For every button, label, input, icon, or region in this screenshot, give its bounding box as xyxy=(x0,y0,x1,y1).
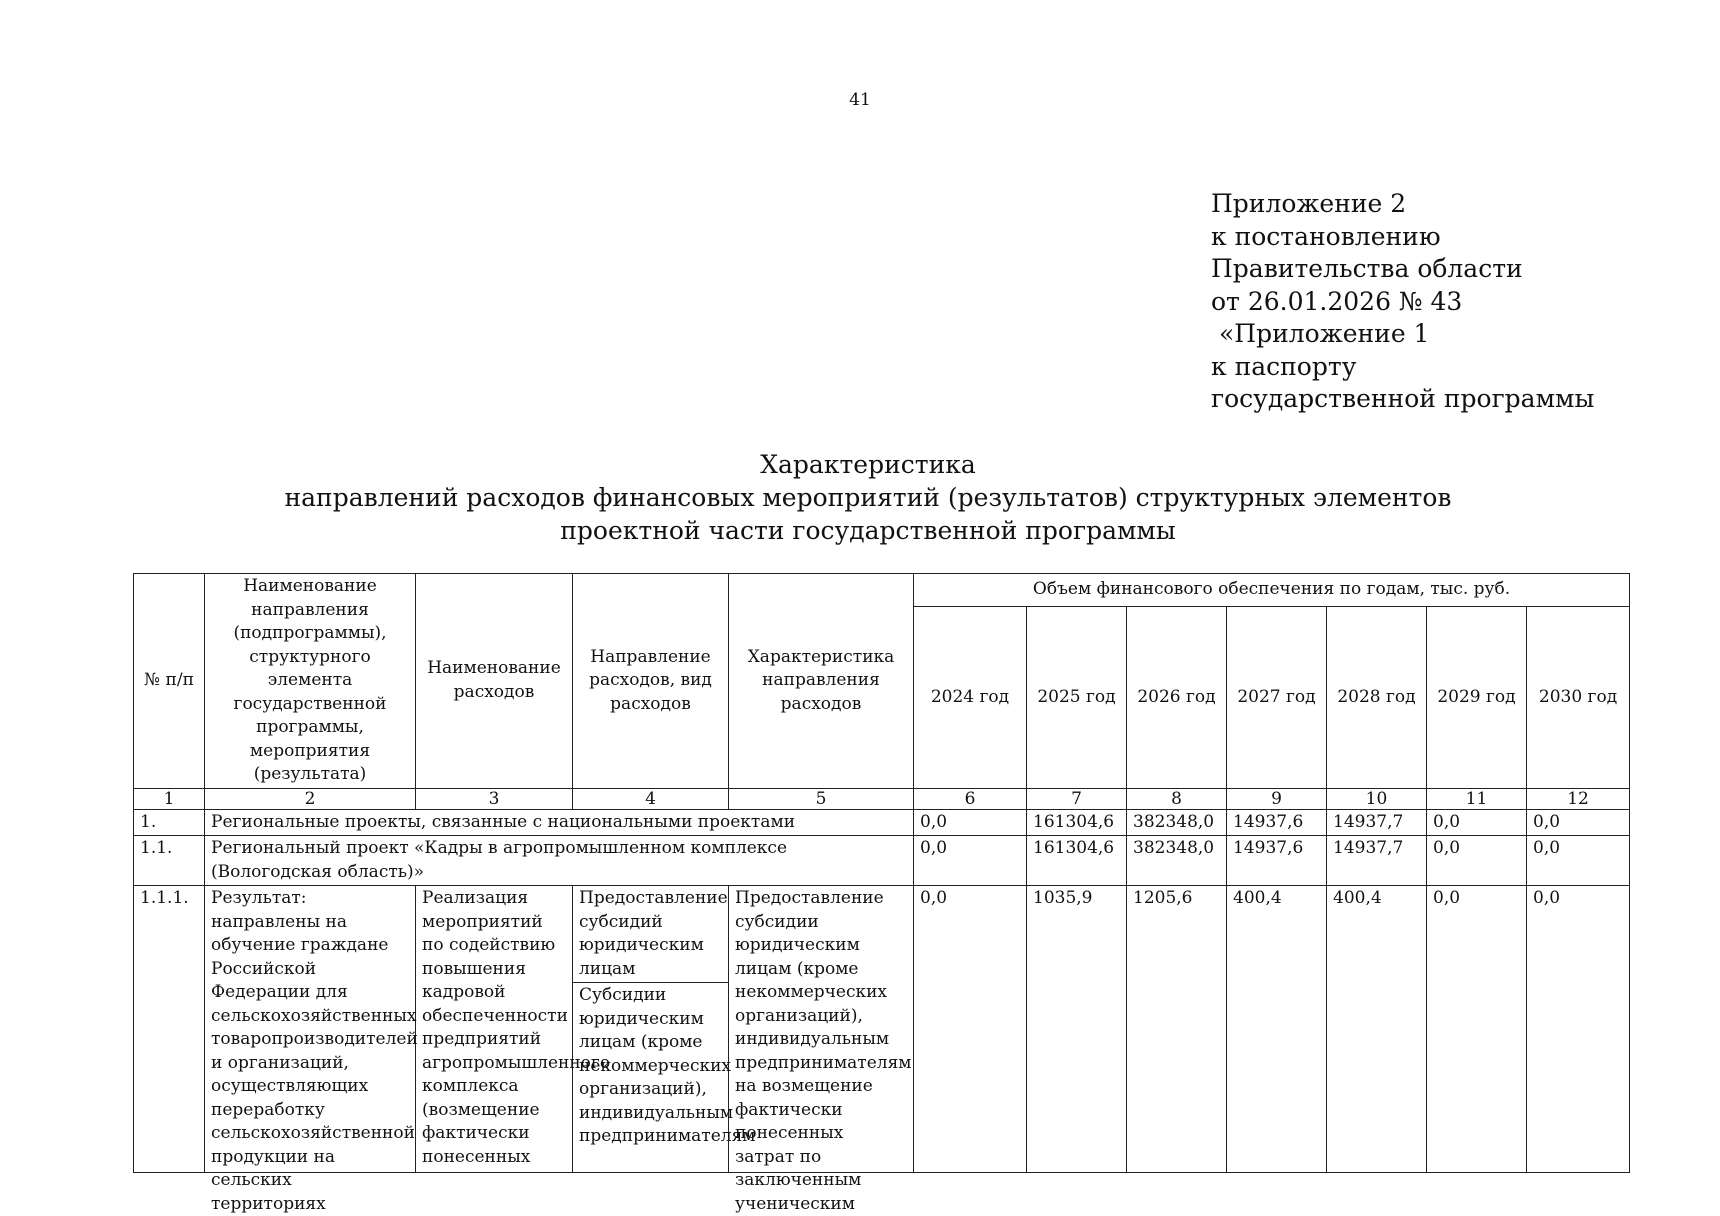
title-line: проектной части государственной программы xyxy=(560,516,1176,545)
row-value: 0,0 xyxy=(914,836,1027,886)
column-number: 4 xyxy=(573,788,729,809)
header-year: 2025 год xyxy=(1027,607,1127,788)
document-title xyxy=(200,448,1536,547)
column-number: 7 xyxy=(1027,788,1127,809)
row-value: 14937,6 xyxy=(1227,836,1327,886)
expense-direction-part: Предоставление субсидий юридическим лицам xyxy=(579,888,728,979)
row-value: 0,0 xyxy=(1527,836,1630,886)
row-num: 1.1.1. xyxy=(134,886,205,1173)
row-value: 400,4 xyxy=(1227,886,1327,1173)
column-number: 9 xyxy=(1227,788,1327,809)
table-row xyxy=(134,809,1630,836)
row-value: 0,0 xyxy=(1427,836,1527,886)
header-year: 2026 год xyxy=(1127,607,1227,788)
row-value: 0,0 xyxy=(1527,886,1630,1173)
financing-table xyxy=(133,573,1630,1214)
appendix-line: к паспорту xyxy=(1211,351,1357,381)
row-num: 1. xyxy=(134,809,205,836)
appendix-line: от 26.01.2026 № 43 xyxy=(1211,286,1463,316)
table-row xyxy=(134,886,1630,1173)
row-value: 0,0 xyxy=(914,886,1027,1173)
row-value: 400,4 xyxy=(1327,886,1427,1173)
row-value: 1205,6 xyxy=(1127,886,1227,1173)
row-name: Региональный проект «Кадры в агропромышленном комплексе (Вологодская область)» xyxy=(205,836,914,886)
page-number: 41 xyxy=(849,90,871,110)
header-year: 2027 год xyxy=(1227,607,1327,788)
table-row xyxy=(134,836,1630,886)
column-number: 3 xyxy=(416,788,573,809)
column-number: 5 xyxy=(729,788,914,809)
header-expense-name: Наименование расходов xyxy=(416,574,573,789)
row-value: 0,0 xyxy=(914,809,1027,836)
header-characteristic: Характеристика направления расходов xyxy=(729,574,914,789)
column-number: 11 xyxy=(1427,788,1527,809)
row-value: 0,0 xyxy=(1427,809,1527,836)
header-funding: Объем финансового обеспечения по годам, тыс. руб. xyxy=(914,574,1630,607)
header-direction-name: Наименование направления (подпрограммы), структурного элемента государственной программы, мероприятия (результата) xyxy=(205,574,416,789)
row-num: 1.1. xyxy=(134,836,205,886)
row-characteristic xyxy=(729,886,914,1214)
column-number: 10 xyxy=(1327,788,1427,809)
appendix-line: государственной программы xyxy=(1211,384,1595,413)
column-number: 6 xyxy=(914,788,1027,809)
row-value: 14937,6 xyxy=(1227,809,1327,836)
row-value: 1035,9 xyxy=(1027,886,1127,1173)
row-expense-name xyxy=(416,886,611,1173)
row-value: 161304,6 xyxy=(1027,809,1127,836)
expense-direction-part: Субсидии юридическим лицам (кроме некоммерческих организаций), индивидуальным предпринимателям xyxy=(573,982,728,1172)
appendix-line: к постановлению xyxy=(1211,221,1441,251)
row-name: Региональные проекты, связанные с национальными проектами xyxy=(205,809,914,836)
header-row xyxy=(134,574,1630,607)
column-number: 1 xyxy=(134,788,205,809)
appendix-line: Приложение 2 xyxy=(1211,189,1407,218)
row-value: 382348,0 xyxy=(1127,836,1227,886)
appendix-line: Правительства области xyxy=(1211,254,1523,283)
column-number: 12 xyxy=(1527,788,1630,809)
row-value: 14937,7 xyxy=(1327,836,1427,886)
column-number: 8 xyxy=(1127,788,1227,809)
row-value: 0,0 xyxy=(1427,886,1527,1173)
row-value: 382348,0 xyxy=(1127,809,1227,836)
row-characteristic-text: Предоставление субсидии юридическим лицам (кроме некоммерческих организаций), индивидуальным предпринимателям на возмещение фактически понесенных затрат по заключенным ученическим xyxy=(735,888,912,1214)
appendix-line: «Приложение 1 xyxy=(1219,319,1430,348)
header-year: 2029 год xyxy=(1427,607,1527,788)
header-year: 2024 год xyxy=(914,607,1027,788)
row-value: 161304,6 xyxy=(1027,836,1127,886)
row-name xyxy=(205,886,418,1214)
header-num: № п/п xyxy=(134,574,205,789)
header-expense-direction: Направление расходов, вид расходов xyxy=(573,574,729,789)
row-value: 0,0 xyxy=(1527,809,1630,836)
column-number: 2 xyxy=(205,788,416,809)
appendix-reference xyxy=(1211,188,1611,416)
header-year: 2028 год xyxy=(1327,607,1427,788)
row-name-text: Результат: направлены на обучение граждане Российской Федерации для сельскохозяйственных товаропроизводителей и организаций, осуществляющих переработку сельскохозяйственной продукции на сельских территориях xyxy=(211,888,418,1214)
row-expense-direction xyxy=(573,886,756,1173)
title-line: Характеристика xyxy=(760,450,976,479)
header-year: 2030 год xyxy=(1527,607,1630,788)
column-number-row xyxy=(134,788,1630,809)
row-expense-name-text: Реализация мероприятий по содействию повышения кадровой обеспеченности предприятий агропромышленного комплекса (возмещение фактически понесенных xyxy=(422,888,611,1167)
row-value: 14937,7 xyxy=(1327,809,1427,836)
title-line: направлений расходов финансовых мероприятий (результатов) структурных элементов xyxy=(284,483,1452,512)
